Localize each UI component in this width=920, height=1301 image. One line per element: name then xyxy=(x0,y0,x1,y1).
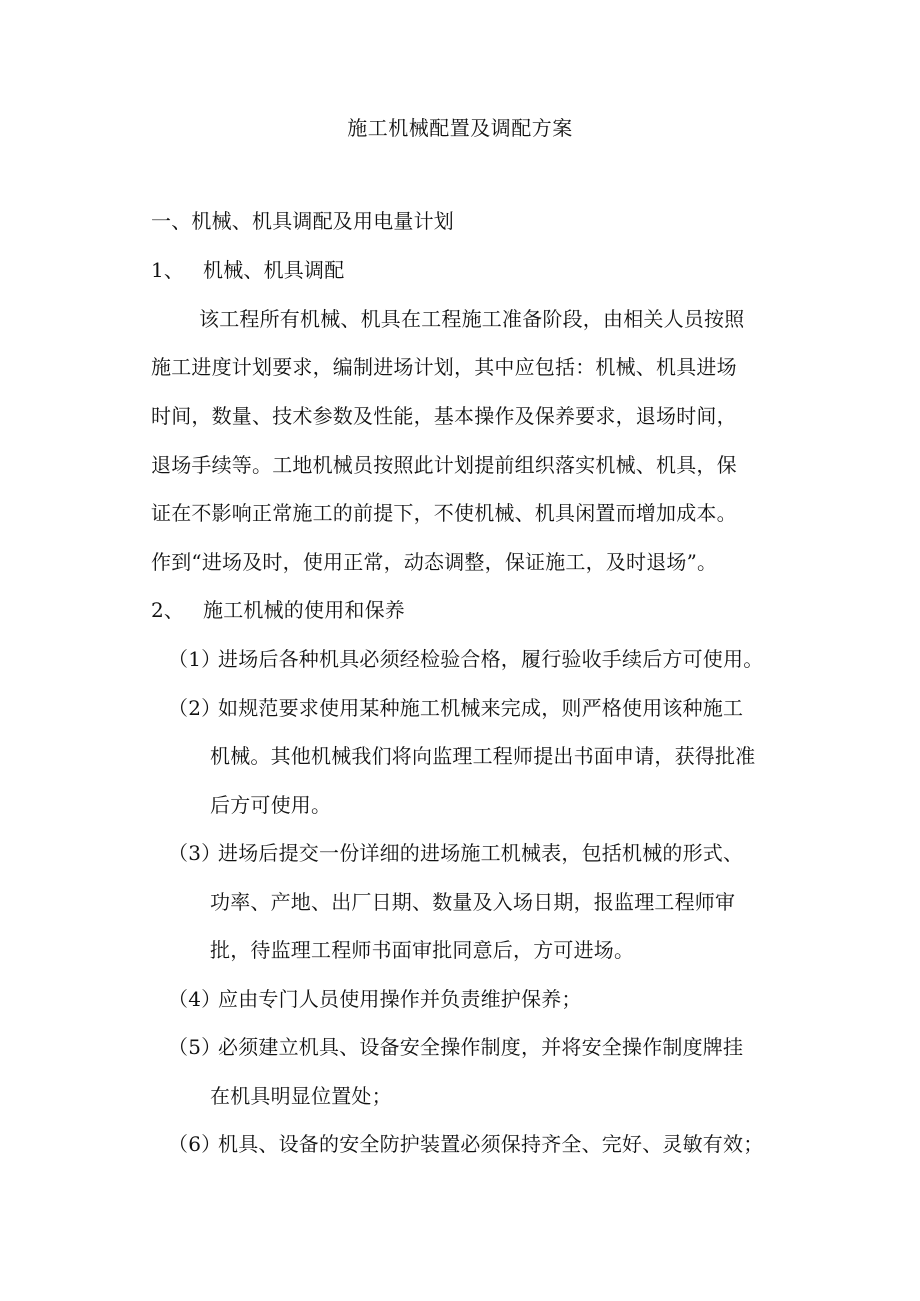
list-item-line: 机械。其他机械我们将向监理工程师提出书面申请，获得批准 xyxy=(210,744,756,768)
list-item-label: （5） xyxy=(168,1035,222,1059)
section-heading: 一、机械、机具调配及用电量计划 xyxy=(151,209,454,233)
paragraph-line: 该工程所有机械、机具在工程施工准备阶段，由相关人员按照 xyxy=(199,307,745,331)
paragraph-line: 施工进度计划要求，编制进场计划，其中应包括：机械、机具进场 xyxy=(151,355,737,379)
list-item-label: （1） xyxy=(168,647,222,671)
paragraph-line: 时间，数量、技术参数及性能，基本操作及保养要求，退场时间， xyxy=(151,404,737,428)
list-item-label: （3） xyxy=(168,841,222,865)
list-item-line: 功率、产地、出厂日期、数量及入场日期，报监理工程师审 xyxy=(210,890,736,914)
subsection-1-heading: 机械、机具调配 xyxy=(203,258,345,282)
list-item-label: （6） xyxy=(168,1132,222,1156)
list-item-line: 后方可使用。 xyxy=(210,793,332,817)
subsection-1-number: 1、 xyxy=(151,258,185,282)
list-item-line: 进场后提交一份详细的进场施工机械表，包括机械的形式、 xyxy=(218,841,744,865)
paragraph-line: 退场手续等。工地机械员按照此计划提前组织落实机械、机具，保 xyxy=(151,453,737,477)
list-item-line: 进场后各种机具必须经检验合格，履行验收手续后方可使用。 xyxy=(218,647,764,671)
list-item-label: （2） xyxy=(168,696,222,720)
list-item-line: 机具、设备的安全防护装置必须保持齐全、完好、灵敏有效； xyxy=(218,1132,764,1156)
list-item-line: 如规范要求使用某种施工机械来完成，则严格使用该种施工 xyxy=(218,696,744,720)
document-title: 施工机械配置及调配方案 xyxy=(347,116,573,140)
list-item-line: 批，待监理工程师书面审批同意后，方可进场。 xyxy=(210,938,635,962)
list-item-line: 应由专门人员使用操作并负责维护保养； xyxy=(218,987,582,1011)
paragraph-line: 证在不影响正常施工的前提下，不使机械、机具闲置而增加成本。 xyxy=(151,501,737,525)
list-item-label: （4） xyxy=(168,987,222,1011)
subsection-2-heading: 施工机械的使用和保养 xyxy=(203,598,405,622)
paragraph-line: 作到“进场及时，使用正常，动态调整，保证施工，及时退场”。 xyxy=(151,550,718,574)
list-item-line: 必须建立机具、设备安全操作制度，并将安全操作制度牌挂 xyxy=(218,1035,744,1059)
subsection-2-number: 2、 xyxy=(151,598,185,622)
list-item-line: 在机具明显位置处； xyxy=(210,1084,392,1108)
